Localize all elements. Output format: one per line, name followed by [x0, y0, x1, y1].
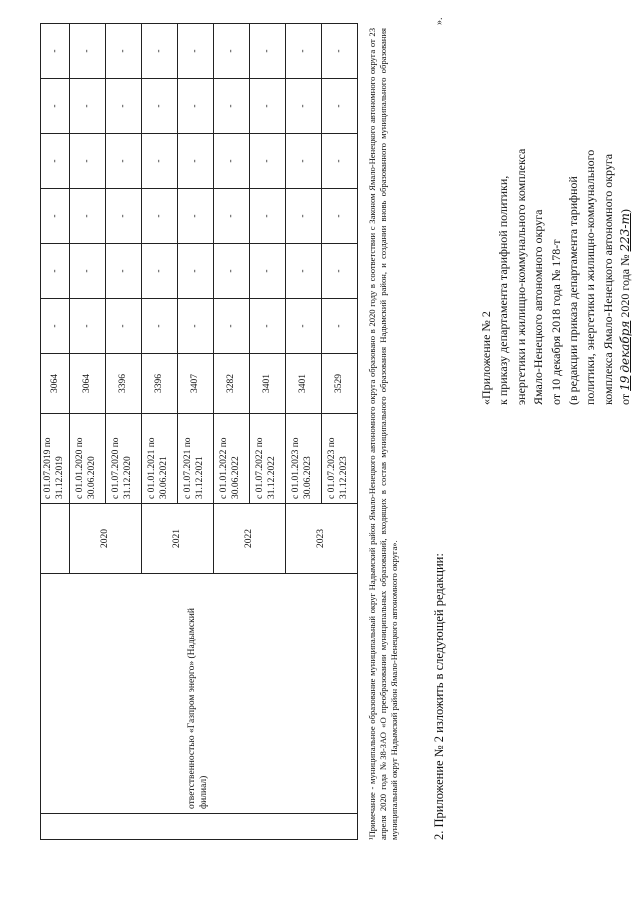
empty-value-cell: -	[213, 79, 249, 134]
annex-line-6: (в редакции приказа департамента тарифной	[565, 176, 580, 405]
empty-value-cell: -	[105, 134, 141, 189]
annex-date-suffix: )	[618, 209, 633, 214]
empty-value-cell: -	[213, 24, 249, 79]
empty-value-cell: -	[141, 299, 177, 354]
empty-value-cell: -	[41, 24, 70, 79]
empty-value-cell: -	[321, 79, 357, 134]
tariff-value-cell: 3401	[285, 354, 321, 414]
annex-header	[478, 75, 635, 405]
period-cell: с 01.07.2021 по 31.12.2021	[177, 414, 213, 504]
empty-value-cell: -	[213, 244, 249, 299]
empty-value-cell: -	[249, 189, 285, 244]
handwritten-number: 223-т	[618, 213, 633, 252]
row-number-cell	[41, 814, 358, 840]
empty-value-cell: -	[69, 244, 105, 299]
annex-line-5: от 10 декабря 2018 года № 178-т	[548, 239, 563, 405]
organization-name-cell: ответственностью «Газпром энерго» (Надымский филиал)	[41, 574, 358, 814]
tariff-value-cell: 3407	[177, 354, 213, 414]
annex-date-year: 2020 года №	[618, 254, 633, 318]
annex-line-9	[617, 75, 634, 405]
period-cell: с 01.01.2022 по 30.06.2022	[213, 414, 249, 504]
empty-value-cell: -	[69, 134, 105, 189]
empty-value-cell: -	[177, 189, 213, 244]
empty-value-cell: -	[285, 244, 321, 299]
empty-value-cell: -	[69, 79, 105, 134]
tariff-value-cell: 3396	[141, 354, 177, 414]
year-cell: 2020	[69, 504, 141, 574]
annex-line-7: политики, энергетики и жилищно-коммунального	[583, 149, 598, 405]
empty-value-cell: -	[141, 24, 177, 79]
empty-value-cell: -	[41, 244, 70, 299]
tariff-value-cell: 3396	[105, 354, 141, 414]
empty-value-cell: -	[285, 299, 321, 354]
annex-line-3: энергетики и жилищно-коммунального комплекса	[513, 148, 528, 405]
empty-value-cell: -	[249, 134, 285, 189]
empty-value-cell: -	[249, 24, 285, 79]
empty-value-cell: -	[41, 299, 70, 354]
empty-value-cell: -	[69, 24, 105, 79]
empty-value-cell: -	[141, 79, 177, 134]
tariff-value-cell: 3064	[69, 354, 105, 414]
empty-value-cell: -	[321, 189, 357, 244]
tariff-value-cell: 3282	[213, 354, 249, 414]
empty-value-cell: -	[105, 24, 141, 79]
empty-value-cell: -	[249, 299, 285, 354]
empty-value-cell: -	[177, 24, 213, 79]
period-cell: с 01.07.2022 по 31.12.2022	[249, 414, 285, 504]
empty-value-cell: -	[213, 189, 249, 244]
empty-value-cell: -	[249, 79, 285, 134]
period-cell: с 01.01.2020 по 30.06.2020	[69, 414, 105, 504]
empty-value-cell: -	[41, 134, 70, 189]
item-2-text: 2. Приложение № 2 изложить в следующей редакции:	[432, 553, 446, 840]
empty-value-cell: -	[105, 189, 141, 244]
annex-line-4: Ямало-Ненецкого автономного округа	[531, 209, 546, 405]
empty-value-cell: -	[141, 244, 177, 299]
annex-date-prefix: от	[618, 393, 633, 405]
handwritten-month: декабря	[618, 320, 633, 373]
tariff-table-body	[41, 24, 358, 840]
empty-value-cell: -	[285, 134, 321, 189]
period-cell: с 01.01.2023 по 30.06.2023	[285, 414, 321, 504]
empty-value-cell: -	[321, 299, 357, 354]
year-cell	[41, 504, 70, 574]
empty-value-cell: -	[105, 244, 141, 299]
empty-value-cell: -	[177, 244, 213, 299]
empty-value-cell: -	[41, 189, 70, 244]
annex-line-1: «Приложение № 2	[479, 311, 493, 405]
empty-value-cell: -	[249, 244, 285, 299]
empty-value-cell: -	[141, 134, 177, 189]
empty-value-cell: -	[177, 299, 213, 354]
period-cell: с 01.07.2020 по 31.12.2020	[105, 414, 141, 504]
empty-value-cell: -	[285, 24, 321, 79]
annex-line-8: комплекса Ямало-Ненецкого автономного округа	[600, 153, 615, 405]
tariff-value-cell: 3401	[249, 354, 285, 414]
empty-value-cell: -	[321, 134, 357, 189]
tariff-value-cell: 3064	[41, 354, 70, 414]
annex-line-2: к приказу департамента тарифной политики,	[496, 175, 511, 405]
handwritten-day: 19	[618, 375, 633, 391]
empty-value-cell: -	[141, 189, 177, 244]
empty-value-cell: -	[105, 79, 141, 134]
table-row	[41, 24, 70, 840]
empty-value-cell: -	[213, 134, 249, 189]
tariff-table	[40, 23, 358, 840]
footnote: ¹Примечание - муниципальное образование муниципальный округ Надымский район Ямало-Ненецкого автономного округа образовано в 2020 году в соответствии с Законом Ямало-Ненецкого автономного округа от 23 апреля 2020 года №38-ЗАО «О преобразовании муниципальных образований, входящих в состав муниципального образования Надымский район, и создании вновь образованного муниципального образования муниципальный округ Надымский район Ямало-Ненецкого автономного округа».	[367, 28, 400, 840]
empty-value-cell: -	[69, 299, 105, 354]
empty-value-cell: -	[41, 79, 70, 134]
period-cell: с 01.01.2021 по 30.06.2021	[141, 414, 177, 504]
empty-value-cell: -	[285, 79, 321, 134]
closing-quote: ».	[434, 17, 445, 25]
empty-value-cell: -	[321, 244, 357, 299]
empty-value-cell: -	[69, 189, 105, 244]
empty-value-cell: -	[285, 189, 321, 244]
year-cell: 2023	[285, 504, 357, 574]
empty-value-cell: -	[213, 299, 249, 354]
empty-value-cell: -	[177, 134, 213, 189]
period-cell: с 01.07.2019 по 31.12.2019	[41, 414, 70, 504]
empty-value-cell: -	[321, 24, 357, 79]
year-cell: 2021	[141, 504, 213, 574]
empty-value-cell: -	[105, 299, 141, 354]
period-cell: с 01.07.2023 по 31.12.2023	[321, 414, 357, 504]
year-cell: 2022	[213, 504, 285, 574]
tariff-value-cell: 3529	[321, 354, 357, 414]
empty-value-cell: -	[177, 79, 213, 134]
